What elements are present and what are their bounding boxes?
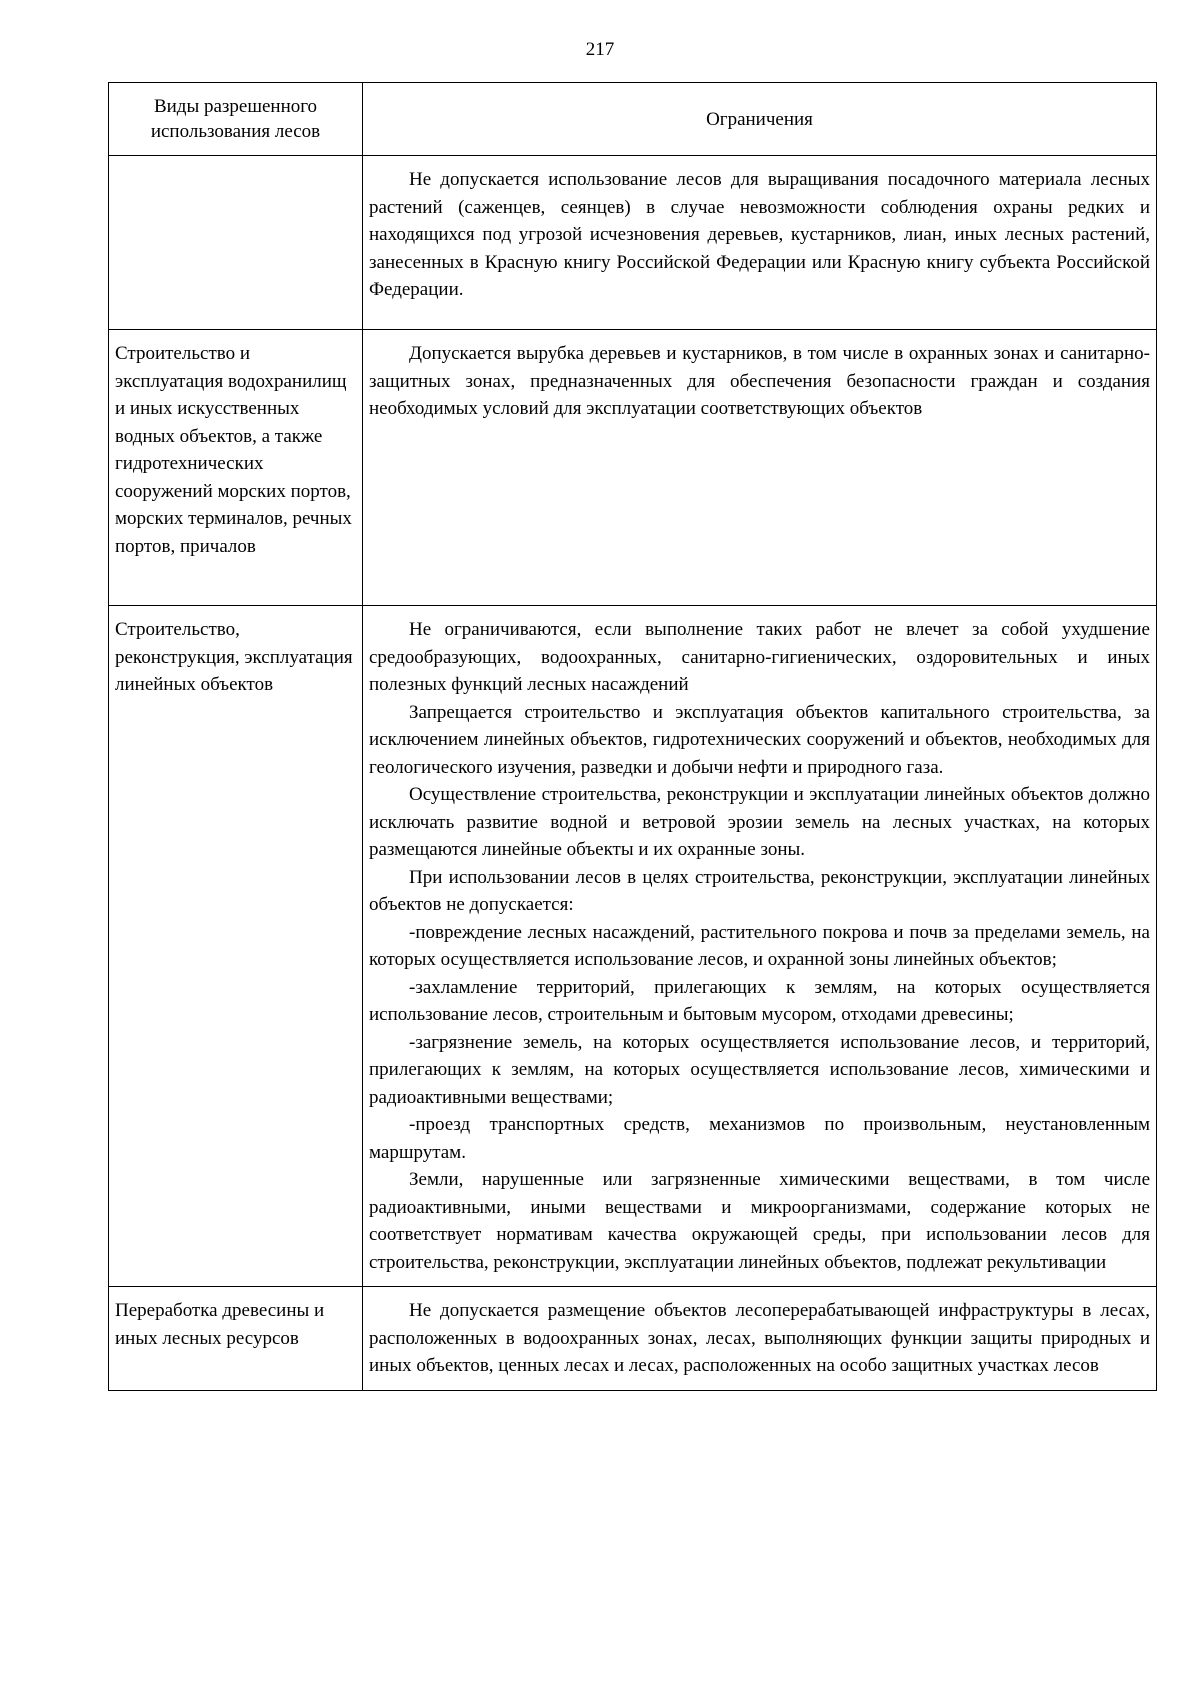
restrictions-cell [363,1287,1157,1391]
restrictions-cell [363,330,1157,606]
restriction-paragraph: -захламление территорий, прилегающих к землям, на которых осуществляется использование лесов, строительным и бытовым мусором, отходами древесины; [369,976,1150,1025]
restriction-paragraph: Допускается вырубка деревьев и кустарников, в том числе в охранных зонах и санитарно-защитных зонах, предназначенных для обеспечения безопасности граждан и создания необходимых условий для эксплуатации соответствующих объектов [369,343,1150,419]
table-row [109,606,1157,1287]
table-row [109,1287,1157,1391]
column-header-restrictions: Ограничения [363,83,1157,156]
table-row [109,156,1157,330]
restriction-paragraph: Не ограничиваются, если выполнение таких работ не влечет за собой ухудшение средообразующих, водоохранных, санитарно-гигиенических, оздоровительных и иных полезных функций лесных насаждений [369,619,1150,695]
restriction-paragraph: Осуществление строительства, реконструкции и эксплуатации линейных объектов должно исключать развитие водной и ветровой эрозии земель на лесных участках, на которых размещаются линейные объекты и их охранные зоны. [369,784,1150,860]
restriction-paragraph: При использовании лесов в целях строительства, реконструкции, эксплуатации линейных объектов не допускается: [369,866,1150,915]
restriction-paragraph: -загрязнение земель, на которых осуществляется использование лесов, и территорий, прилегающих к землям, на которых осуществляется использование лесов, химическими и радиоактивными веществами; [369,1031,1150,1108]
usage-type-cell: Строительство и эксплуатация водохранилищ и иных искусственных водных объектов, а также гидротехнических сооружений морских портов, морских терминалов, речных портов, причалов [109,330,363,606]
table-header-row [109,83,1157,156]
usage-type-cell: Строительство, реконструкция, эксплуатация линейных объектов [109,606,363,1287]
table-row [109,330,1157,606]
restriction-paragraph: Не допускается использование лесов для выращивания посадочного материала лесных растений (саженцев, сеянцев) в случае невозможности соблюдения охраны редких и находящихся под угрозой исчезновения деревьев, кустарников, лиан, иных лесных растений, занесенных в Красную книгу Российской Федерации или Красную книгу субъекта Российской Федерации. [369,169,1150,300]
restriction-paragraph: -проезд транспортных средств, механизмов по произвольным, неустановленным маршрутам. [369,1114,1150,1163]
restriction-paragraph: Земли, нарушенные или загрязненные химическими веществами, в том числе радиоактивными, иными веществами и микроорганизмами, содержание которых не соответствует нормативам качества окружающей среды, при использовании лесов для строительства, реконструкции, эксплуатации линейных объектов, подлежат рекультивации [369,1169,1150,1273]
restriction-paragraph: Запрещается строительство и эксплуатация объектов капитального строительства, за исключением линейных объектов, гидротехнических сооружений и объектов, необходимых для геологического изучения, разведки и добычи нефти и природного газа. [369,701,1150,778]
restrictions-table [108,82,1157,1391]
restriction-paragraph: Не допускается размещение объектов лесоперерабатывающей инфраструктуры в лесах, расположенных в водоохранных зонах, лесах, выполняющих функции защиты природных и иных объектов, ценных лесах и лесах, расположенных на особо защитных участках лесов [369,1300,1150,1376]
page-number: 217 [585,39,615,60]
restrictions-cell [363,156,1157,330]
restrictions-cell [363,606,1157,1287]
restriction-paragraph: -повреждение лесных насаждений, растительного покрова и почв за пределами земель, на которых осуществляется использование лесов, и охранной зоны линейных объектов; [369,921,1150,970]
usage-type-cell [109,156,363,330]
column-header-usage-type: Виды разрешенного использования лесов [109,83,363,156]
usage-type-cell: Переработка древесины и иных лесных ресурсов [109,1287,363,1391]
